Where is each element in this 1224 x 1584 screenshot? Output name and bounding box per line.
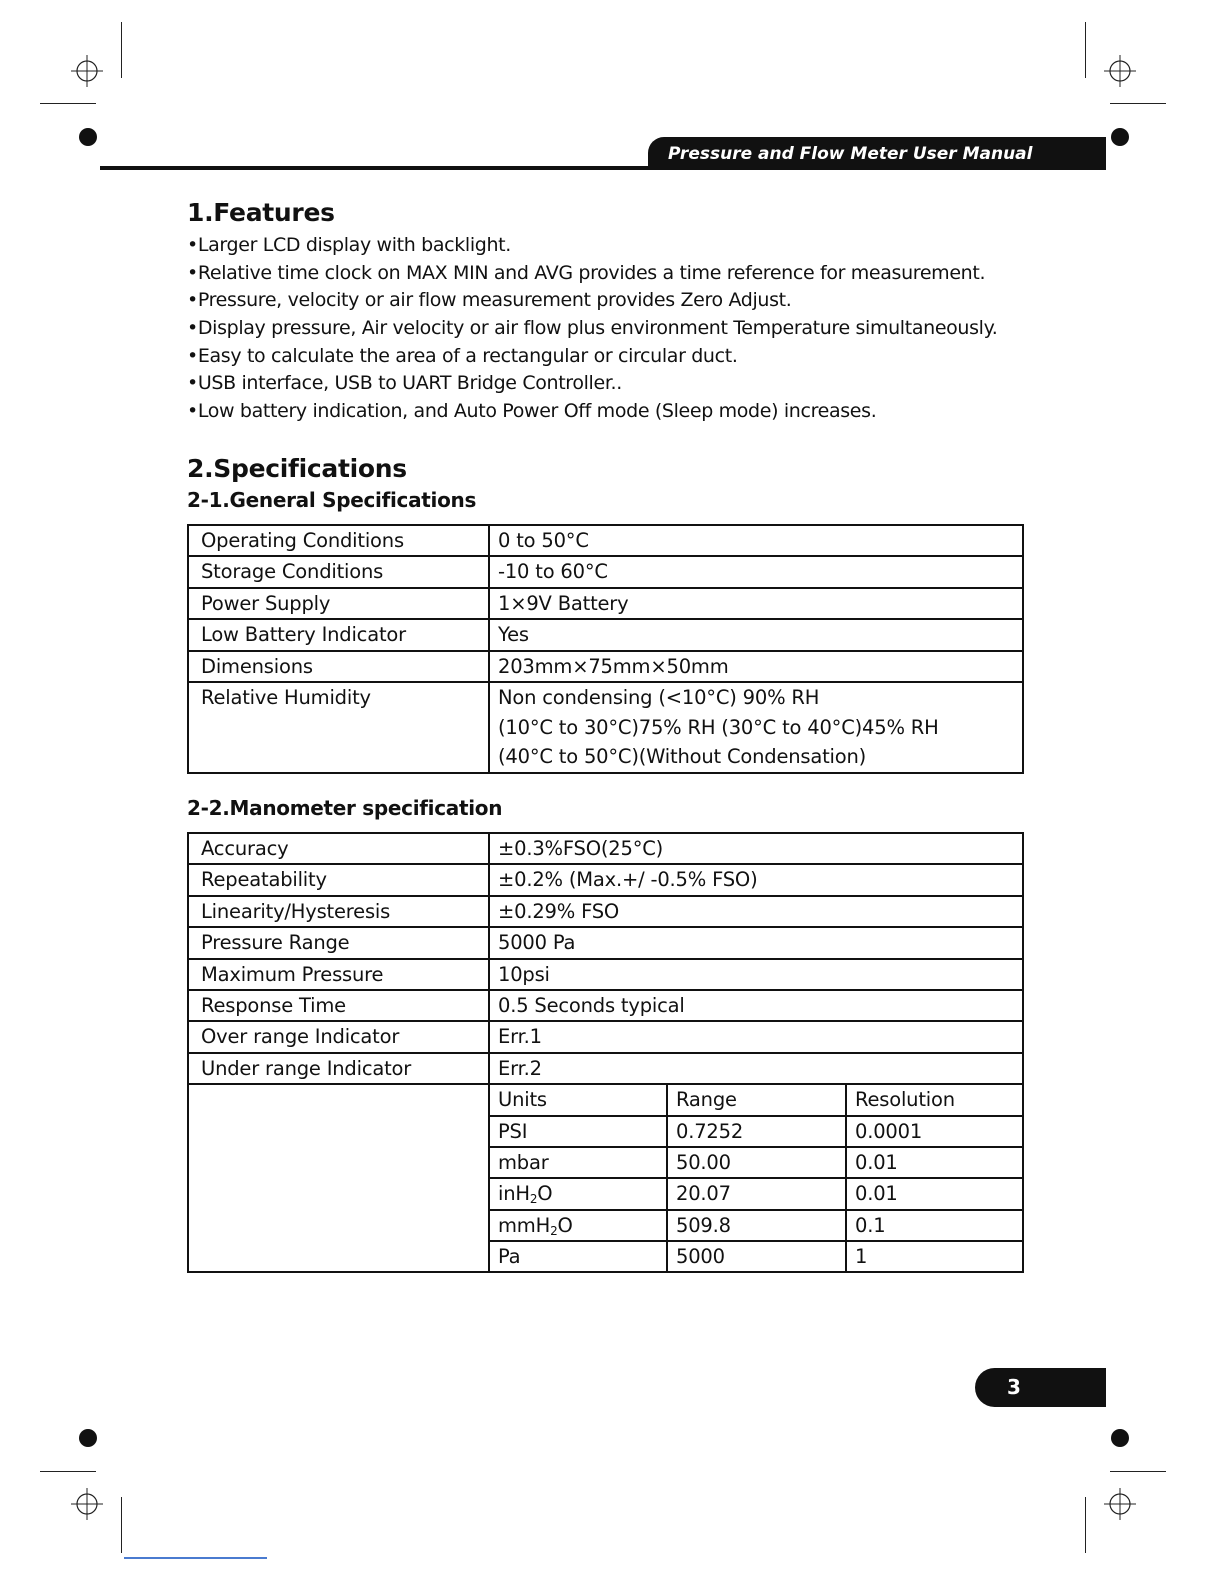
range-cell: 0.7252 [667,1116,846,1147]
humidity-line: Non condensing (<10°C) 90% RH [498,685,820,709]
spec-label: Response Time [188,990,489,1021]
humidity-line: (40°C to 50°C)(Without Condensation) [498,745,867,769]
list-item: •Low battery indication, and Auto Power Off mode (Sleep mode) increases. [187,400,877,423]
spec-value: Err.2 [489,1053,1023,1084]
features-title: 1.Features [187,198,335,227]
list-item: •Pressure, velocity or air flow measurement provides Zero Adjust. [187,289,792,312]
table-row [188,1053,1023,1084]
unit-tail: O [557,1213,573,1237]
column-header-resolution: Resolution [846,1084,1023,1115]
registration-mark-icon [71,1488,103,1520]
manometer-specs-title: 2-2.Manometer specification [187,796,503,820]
resolution-cell: 1 [846,1241,1023,1272]
spec-label: Repeatability [188,864,489,895]
unit-subscript: 2 [529,1192,538,1207]
unit-cell [489,1178,667,1209]
print-dot-icon [1111,1429,1129,1447]
spec-label: Storage Conditions [188,556,489,587]
spec-label: Dimensions [188,651,489,682]
column-header-units: Units [489,1084,667,1115]
table-row [188,619,1023,650]
spec-label: Accuracy [188,833,489,864]
spec-value: 0.5 Seconds typical [489,990,1023,1021]
unit-tail: O [537,1182,553,1206]
spec-value: -10 to 60°C [489,556,1023,587]
spec-value: 203mm×75mm×50mm [489,651,1023,682]
table-row [188,833,1023,864]
spec-label: Maximum Pressure [188,959,489,990]
unit-base: inH [498,1182,530,1206]
list-item: •USB interface, USB to UART Bridge Controller.. [187,372,622,395]
range-cell: 50.00 [667,1147,846,1178]
spec-value: ±0.29% FSO [489,896,1023,927]
table-row [188,864,1023,895]
features-list [187,232,1067,426]
range-cell: 5000 [667,1241,846,1272]
unit-cell: Pa [489,1241,667,1272]
spec-value: 10psi [489,959,1023,990]
specifications-title: 2.Specifications [187,454,407,483]
spec-value: ±0.3%FSO(25°C) [489,833,1023,864]
spec-value: Yes [489,619,1023,650]
list-item: •Easy to calculate the area of a rectangular or circular duct. [187,344,738,367]
registration-mark-icon [71,55,103,87]
unit-cell: mbar [489,1147,667,1178]
spec-value: 1×9V Battery [489,588,1023,619]
general-specs-table [187,524,1024,774]
spec-label: Over range Indicator [188,1021,489,1052]
registration-mark-icon [1104,55,1136,87]
resolution-cell: 0.01 [846,1178,1023,1209]
registration-mark-icon [1104,1488,1136,1520]
print-dot-icon [79,1429,97,1447]
spec-label: Operating Conditions [188,525,489,556]
list-item: •Display pressure, Air velocity or air flow plus environment Temperature simultaneously. [187,317,998,340]
table-row [188,588,1023,619]
spec-value: Err.1 [489,1021,1023,1052]
spec-value: 5000 Pa [489,927,1023,958]
spec-value: 0 to 50°C [489,525,1023,556]
resolution-cell: 0.0001 [846,1116,1023,1147]
table-row [188,896,1023,927]
spec-label: Under range Indicator [188,1053,489,1084]
column-header-range: Range [667,1084,846,1115]
manometer-specs-table [187,832,1024,1273]
unit-subscript: 2 [550,1223,558,1238]
table-row [188,556,1023,587]
units-blank-cell [188,1084,489,1272]
table-row [188,525,1023,556]
unit-base: mmH [498,1213,551,1237]
table-row [188,990,1023,1021]
spec-value: ±0.2% (Max.+/ -0.5% FSO) [489,864,1023,895]
spec-value-multiline [489,682,1023,773]
list-item: •Larger LCD display with backlight. [187,234,511,256]
table-row [188,959,1023,990]
unit-cell [489,1210,667,1241]
footer-rule [124,1557,267,1559]
unit-cell: PSI [489,1116,667,1147]
print-dot-icon [79,128,97,146]
humidity-line: (10°C to 30°C)75% RH (30°C to 40°C)45% RH [498,715,939,739]
spec-label: Relative Humidity [188,682,489,773]
table-row [188,651,1023,682]
range-cell: 20.07 [667,1178,846,1209]
page-number: 3 [975,1368,1106,1407]
header-title: Pressure and Flow Meter User Manual [648,137,1106,169]
table-row [188,682,1023,773]
spec-label: Low Battery Indicator [188,619,489,650]
units-header-row [188,1084,1023,1115]
resolution-cell: 0.1 [846,1210,1023,1241]
spec-label: Pressure Range [188,927,489,958]
table-row [188,1021,1023,1052]
list-item: •Relative time clock on MAX MIN and AVG provides a time reference for measurement. [187,261,986,284]
resolution-cell: 0.01 [846,1147,1023,1178]
spec-label: Power Supply [188,588,489,619]
print-dot-icon [1111,128,1129,146]
general-specs-title: 2-1.General Specifications [187,488,477,512]
table-row [188,927,1023,958]
spec-label: Linearity/Hysteresis [188,896,489,927]
range-cell: 509.8 [667,1210,846,1241]
